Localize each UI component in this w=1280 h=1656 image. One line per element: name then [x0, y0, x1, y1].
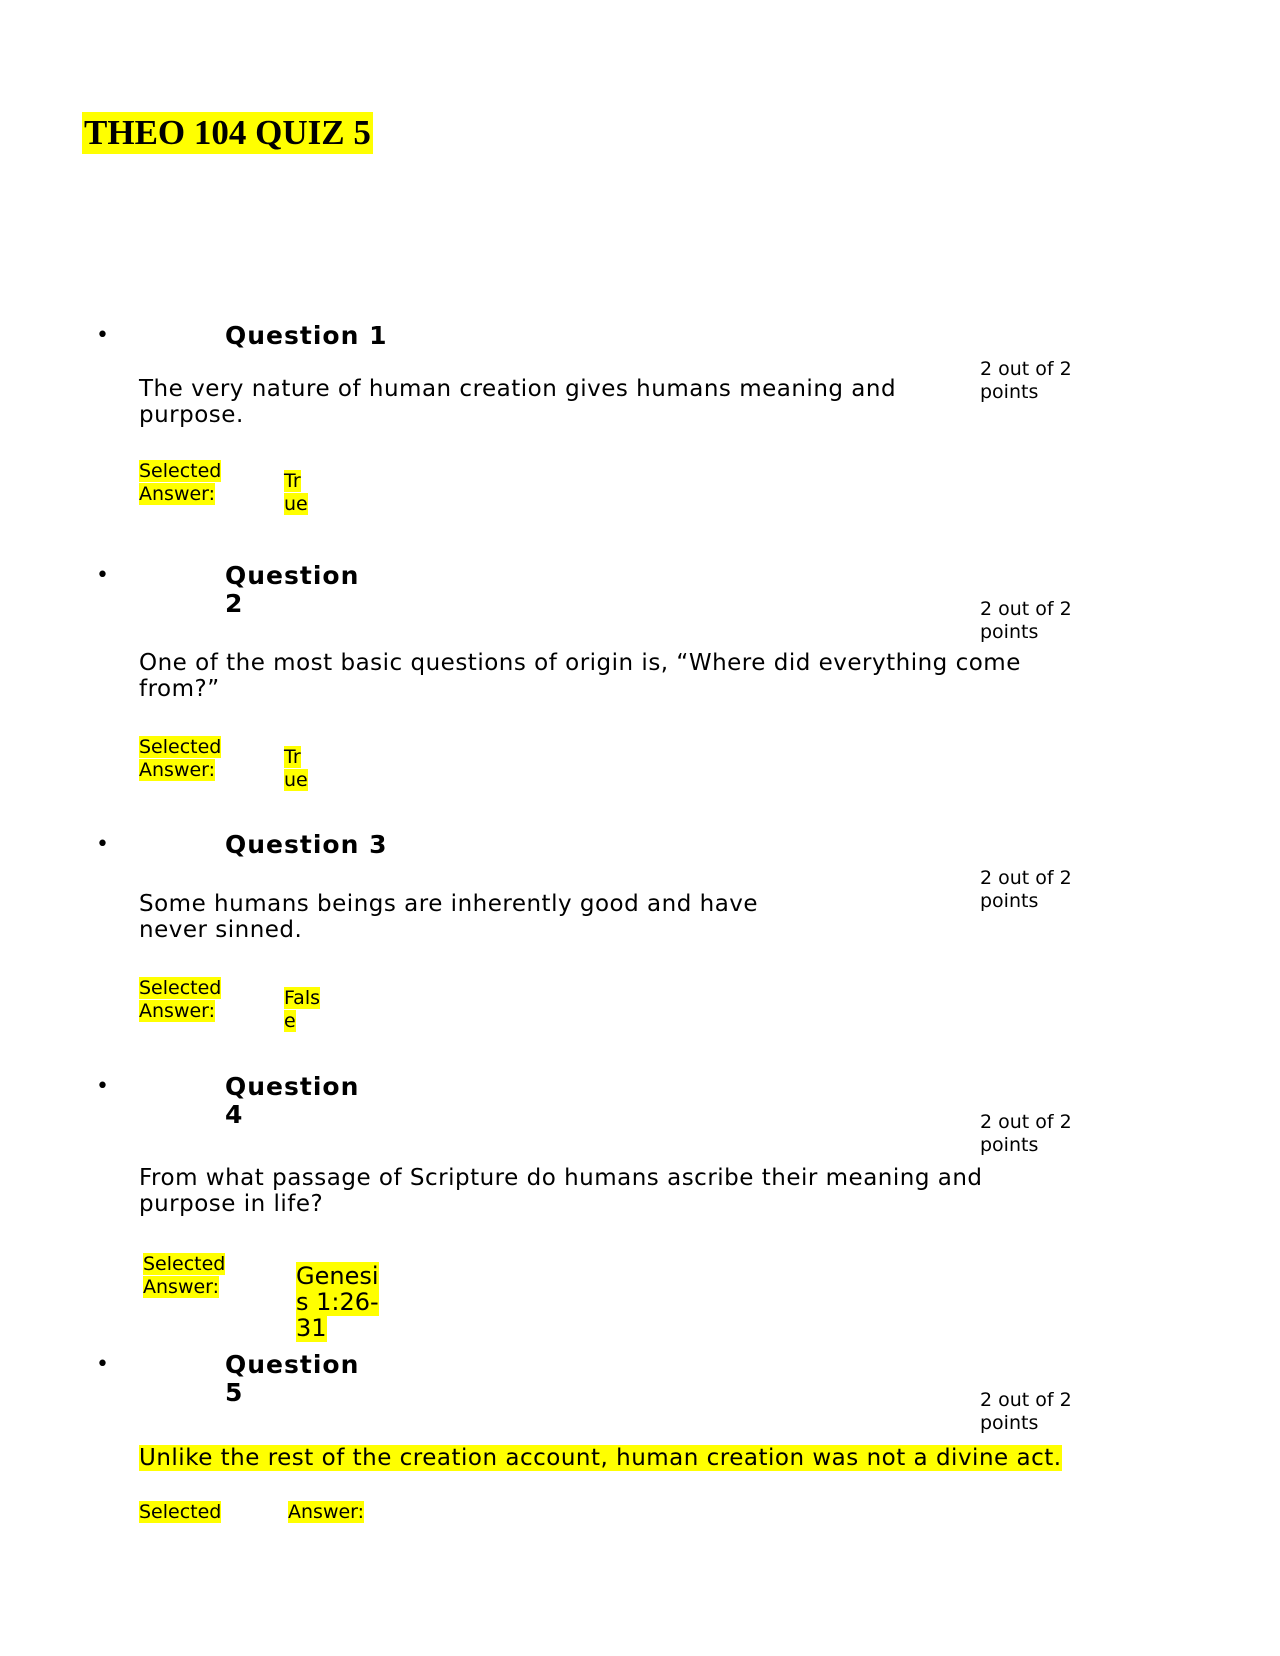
- question-points: 2 out of 2 points: [980, 1389, 1072, 1434]
- bullet-icon: •: [96, 1352, 109, 1377]
- selected-answer-value: False: [284, 987, 321, 1032]
- selected-answer-value: Answer:: [288, 1501, 365, 1523]
- selected-answer-value: True: [284, 746, 308, 791]
- page-title: THEO 104 QUIZ 5: [84, 113, 371, 152]
- question-title: Question 3: [225, 830, 388, 859]
- selected-answer-label: Selected Answer:: [139, 736, 222, 781]
- question-text: From what passage of Scripture do humans ascribe their meaning and purpose in life?: [139, 1165, 983, 1217]
- question-points: 2 out of 2 points: [980, 1111, 1072, 1156]
- bullet-icon: •: [96, 323, 109, 348]
- selected-answer-label: Selected Answer:: [139, 460, 222, 505]
- selected-answer-label: Selected Answer:: [139, 977, 222, 1022]
- selected-answer-label: Selected: [139, 1501, 222, 1523]
- question-text: Some humans beings are inherently good and have never sinned.: [139, 891, 759, 943]
- question-points: 2 out of 2 points: [980, 358, 1072, 403]
- bullet-icon: •: [96, 1074, 109, 1099]
- bullet-icon: •: [96, 563, 109, 588]
- selected-answer-label: Selected Answer:: [143, 1253, 226, 1298]
- bullet-icon: •: [96, 832, 109, 857]
- question-title: Question 2: [225, 561, 360, 618]
- question-text: Unlike the rest of the creation account, human creation was not a divine act.: [139, 1445, 1062, 1471]
- question-points: 2 out of 2 points: [980, 598, 1072, 643]
- selected-answer-value: True: [284, 470, 308, 515]
- question-points: 2 out of 2 points: [980, 867, 1072, 912]
- question-title: Question 4: [225, 1072, 360, 1129]
- question-text: One of the most basic questions of origin is, “Where did everything come from?”: [139, 650, 1021, 702]
- question-title: Question 1: [225, 321, 388, 350]
- selected-answer-value: Genesis 1:26-31: [296, 1262, 379, 1342]
- question-title: Question 5: [225, 1350, 360, 1407]
- question-text: The very nature of human creation gives humans meaning and purpose.: [139, 376, 897, 428]
